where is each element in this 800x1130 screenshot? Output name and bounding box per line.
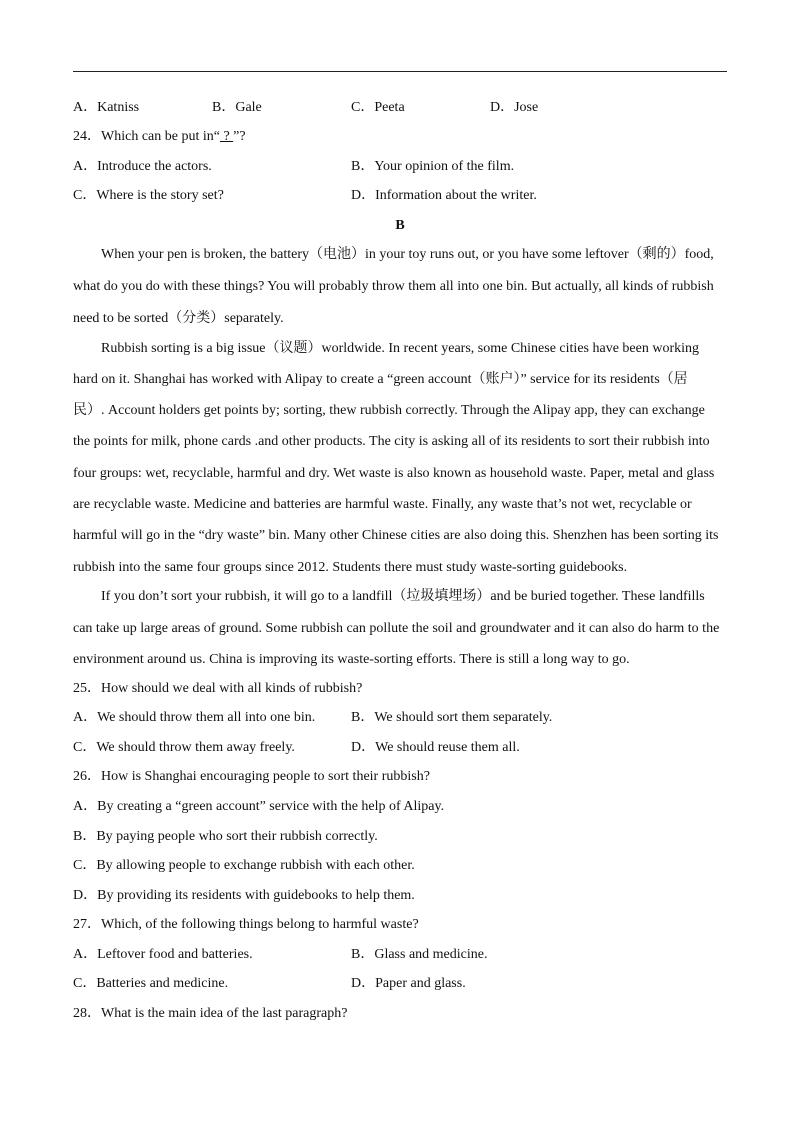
header-rule [73,71,727,72]
q25-option-a: A．We should throw them all into one bin. [73,710,316,725]
q24-stem-after: ”? [233,129,246,144]
q24-blank: ? [219,129,234,144]
q25-stem: 25．How should we deal with all kinds of rubbish? [73,681,363,696]
q23-option-b: B．Gale [212,100,262,115]
passage-line: environment around us. China is improving its waste-sorting efforts. There is still a long way to go. [73,652,630,667]
passage-line: hard on it. Shanghai has worked with Alipay to create a “green account（账户）” service for its residents（居 [73,372,688,387]
passage-line: harmful will go in the “dry waste” bin. Many other Chinese cities are also doing this. Shenzhen has been sorting its [73,528,719,543]
q27-option-c: C．Batteries and medicine. [73,976,229,991]
section-heading: B [395,218,405,233]
q24-stem-before: 24．Which can be put in“ [73,129,220,144]
passage-line: what do you do with these things? You will probably throw them all into one bin. But actually, all kinds of rubbish [73,279,714,294]
q24-option-c: C．Where is the story set? [73,188,224,203]
passage-line: need to be sorted（分类）separately. [73,311,284,326]
q26-option-d: D．By providing its residents with guidebooks to help them. [73,888,415,903]
q25-option-d: D．We should reuse them all. [351,740,520,755]
q25-option-b: B．We should sort them separately. [351,710,553,725]
q24-stem [73,128,246,146]
q25-option-c: C．We should throw them away freely. [73,740,295,755]
q23-option-d: D．Jose [490,100,539,115]
q27-option-b: B．Glass and medicine. [351,947,488,962]
passage-line: are recyclable waste. Medicine and batteries are harmful waste. Finally, any waste that’s not wet, recyclable or [73,497,692,512]
passage-line: four groups: wet, recyclable, harmful and dry. Wet waste is also known as household waste. Paper, metal and glass [73,466,715,481]
passage-line: If you don’t sort your rubbish, it will go to a landfill（垃圾填埋场）and be buried together. These landfills [101,589,705,604]
q23-option-a: A．Katniss [73,100,140,115]
q26-stem: 26．How is Shanghai encouraging people to sort their rubbish? [73,769,430,784]
passage-line: rubbish into the same four groups since 2012. Students there must study waste-sorting guidebooks. [73,560,628,575]
passage-line: Rubbish sorting is a big issue（议题）worldwide. In recent years, some Chinese cities have been working [101,341,699,356]
q26-option-b: B．By paying people who sort their rubbish correctly. [73,829,378,844]
q24-option-d: D．Information about the writer. [351,188,537,203]
passage-line: can take up large areas of ground. Some rubbish can pollute the soil and groundwater and it can also do harm to the [73,621,720,636]
q24-option-a: A．Introduce the actors. [73,159,212,174]
q27-stem: 27．Which, of the following things belong to harmful waste? [73,917,419,932]
passage-line: When your pen is broken, the battery（电池）in your toy runs out, or you have some leftover（剩的）food, [101,247,714,262]
q27-option-a: A．Leftover food and batteries. [73,947,253,962]
passage-line: 民）. Account holders get points by; sorting, thew rubbish correctly. Through the Alipay app, they can exchange [73,403,705,418]
q24-option-b: B．Your opinion of the film. [351,159,515,174]
q27-option-d: D．Paper and glass. [351,976,466,991]
q23-option-c: C．Peeta [351,100,405,115]
q26-option-a: A．By creating a “green account” service with the help of Alipay. [73,799,445,814]
passage-line: the points for milk, phone cards .and other products. The city is asking all of its residents to sort their rubbish into [73,434,710,449]
q26-option-c: C．By allowing people to exchange rubbish with each other. [73,858,415,873]
q28-stem: 28．What is the main idea of the last paragraph? [73,1006,348,1021]
